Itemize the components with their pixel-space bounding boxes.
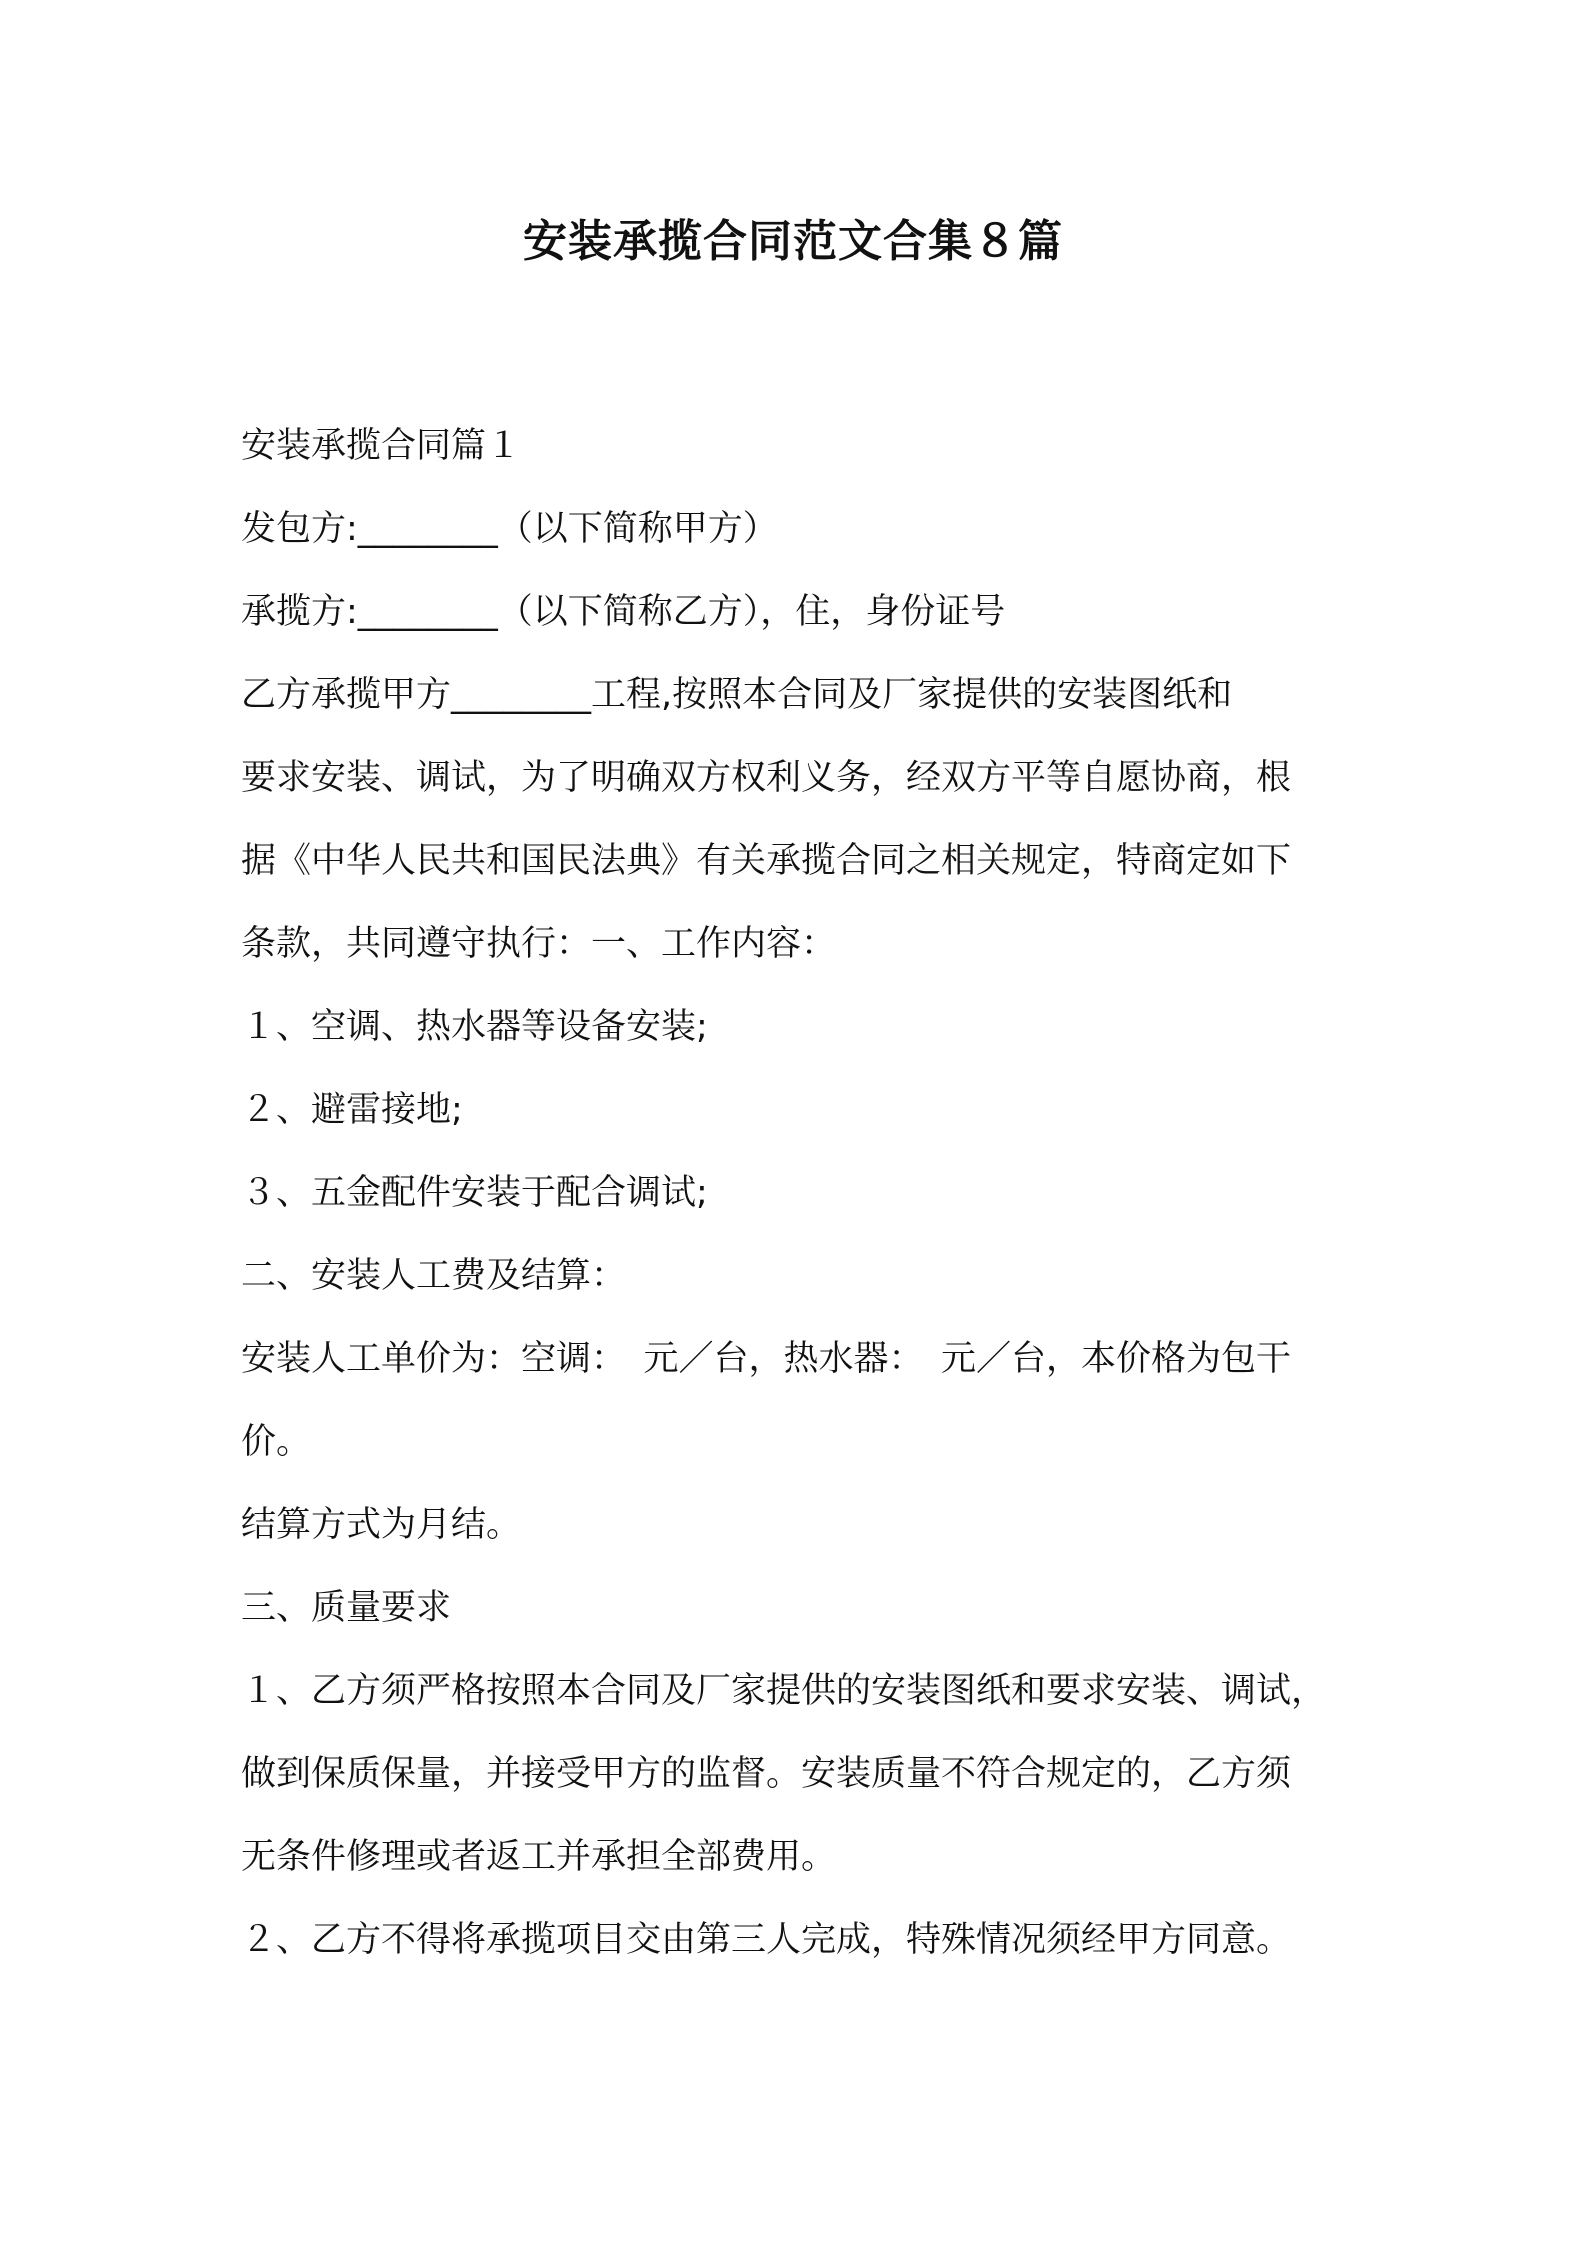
paragraph-line: 条款，共同遵守执行：一、工作内容： (241, 924, 837, 964)
list-item: ３、五金配件安装于配合调试; (241, 1173, 708, 1213)
paragraph-line: 乙方承揽甲方________工程,按照本合同及厂家提供的安装图纸和 (241, 675, 1233, 715)
paragraph-line: 发包方:________（以下简称甲方） (241, 509, 778, 549)
list-item: １、空调、热水器等设备安装; (241, 1007, 708, 1047)
paragraph-line: 安装人工单价为：空调： 元／台，热水器： 元／台，本价格为包干 (241, 1339, 1292, 1379)
list-item: ２、乙方不得将承揽项目交由第三人完成，特殊情况须经甲方同意。 (241, 1920, 1292, 1960)
paragraph-line: 做到保质保量，并接受甲方的监督。安装质量不符合规定的，乙方须 (241, 1754, 1292, 1794)
section-heading: 三、质量要求 (241, 1588, 452, 1628)
paragraph-line: 价。 (241, 1422, 312, 1462)
paragraph-line: 无条件修理或者返工并承担全部费用。 (241, 1837, 837, 1877)
section-heading: 二、安装人工费及结算： (241, 1256, 627, 1296)
list-item: １、乙方须严格按照本合同及厂家提供的安装图纸和要求安装、调试， (241, 1671, 1327, 1711)
document-body (241, 405, 1361, 1982)
paragraph-line: 要求安装、调试，为了明确双方权利义务，经双方平等自愿协商，根 (241, 758, 1292, 798)
list-item: ２、避雷接地; (241, 1090, 463, 1130)
paragraph-line: 结算方式为月结。 (241, 1505, 522, 1545)
paragraph-line: 承揽方:________（以下简称乙方），住，身份证号 (241, 592, 1006, 632)
document-title: 安装承揽合同范文合集８篇 (523, 216, 1063, 267)
section-heading: 安装承揽合同篇１ (241, 426, 522, 466)
paragraph-line: 据《中华人民共和国民法典》有关承揽合同之相关规定，特商定如下 (241, 841, 1292, 881)
